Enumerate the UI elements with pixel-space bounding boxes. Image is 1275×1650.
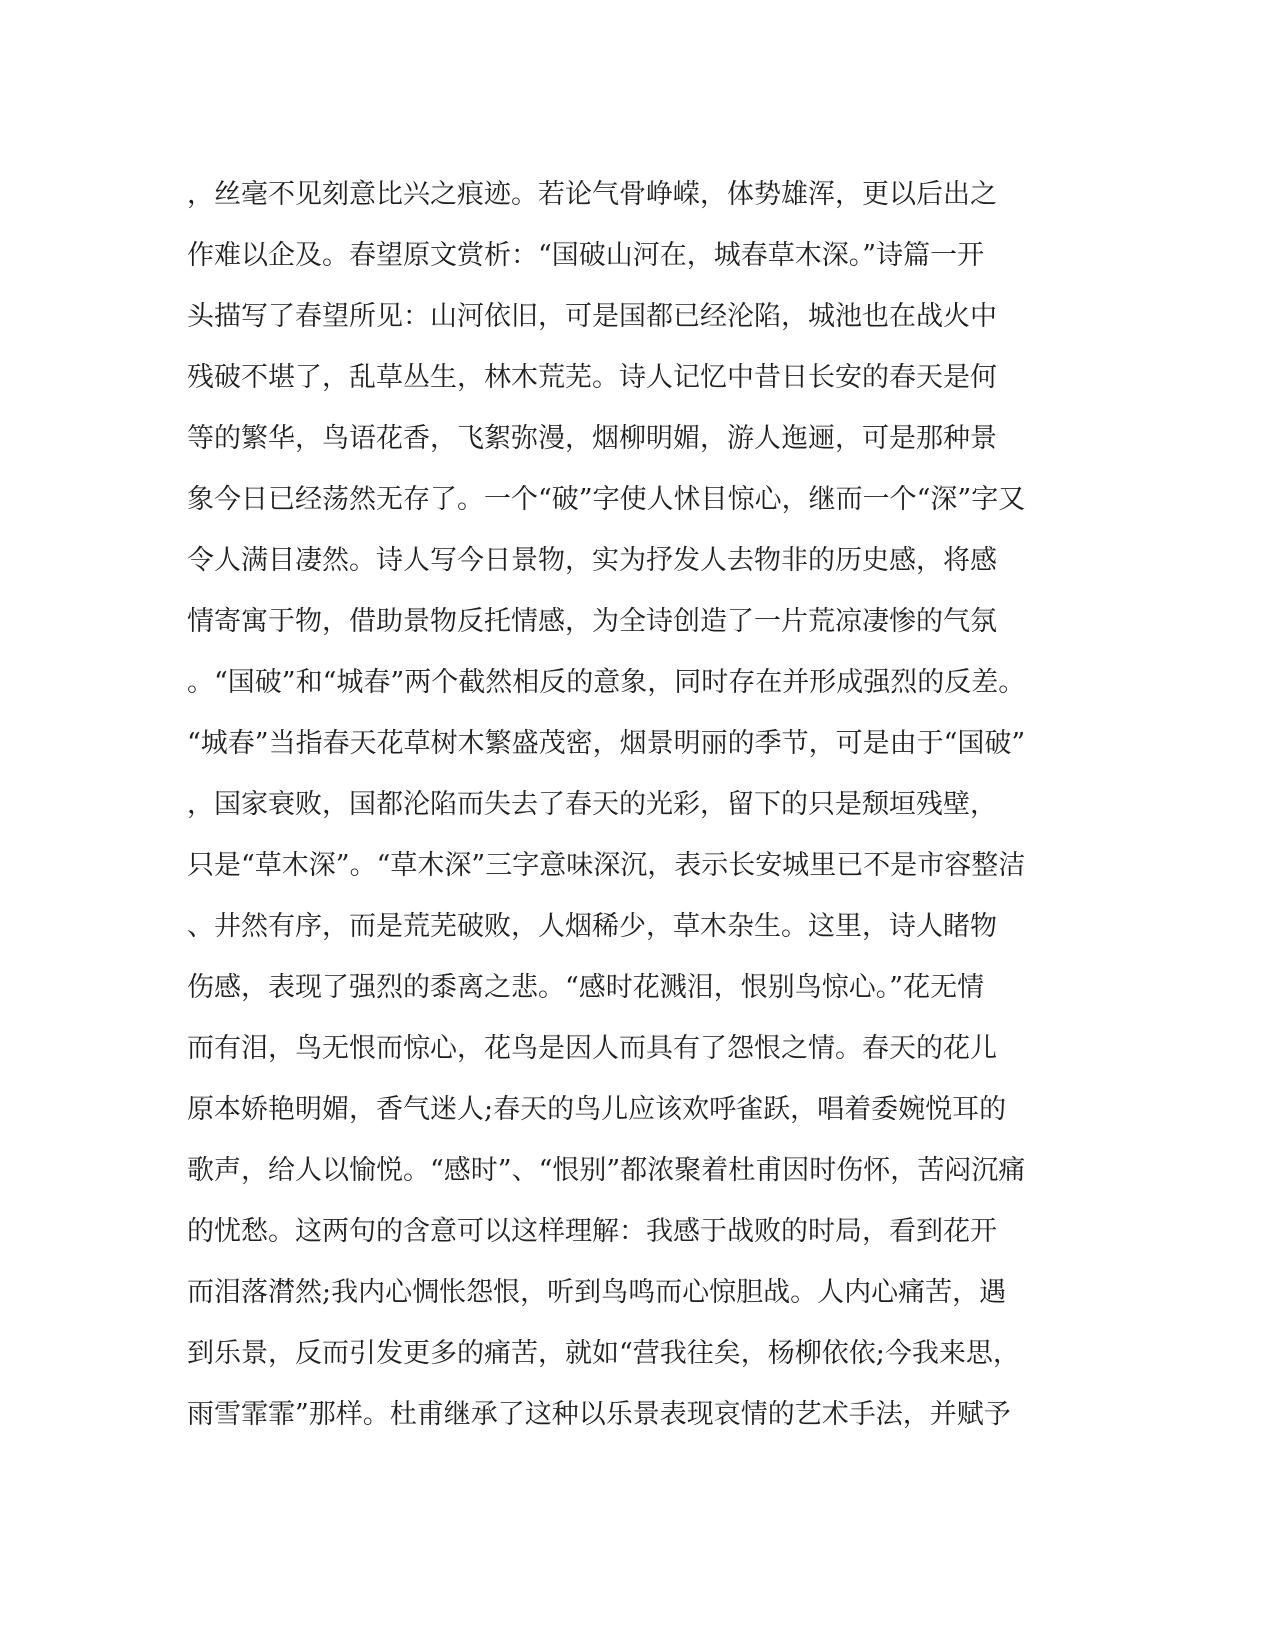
text-line: 的忧愁。这两句的含意可以这样理解：我感于战败的时局，看到花开 bbox=[187, 1216, 997, 1247]
text-line: “城春”当指春天花草树木繁盛茂密，烟景明丽的季节，可是由于“国破” bbox=[187, 728, 1026, 759]
text-line: 到乐景，反而引发更多的痛苦，就如“营我往矣，杨柳依依;今我来思， bbox=[187, 1338, 1020, 1369]
text-line: 等的繁华，鸟语花香，飞絮弥漫，烟柳明媚，游人迤逦，可是那种景 bbox=[187, 423, 997, 454]
text-line: 头描写了春望所见：山河依旧，可是国都已经沦陷，城池也在战火中 bbox=[187, 301, 997, 332]
text-line: 只是“草木深”。“草木深”三字意味深沉，表示长安城里已不是市容整洁 bbox=[187, 850, 1026, 881]
text-line: ，国家衰败，国都沦陷而失去了春天的光彩，留下的只是颓垣残壁， bbox=[187, 789, 997, 820]
text-line: 原本娇艳明媚，香气迷人;春天的鸟儿应该欢呼雀跃，唱着委婉悦耳的 bbox=[187, 1094, 1007, 1125]
text-line: ，丝毫不见刻意比兴之痕迹。若论气骨峥嵘，体势雄浑，更以后出之 bbox=[187, 179, 997, 210]
body-text bbox=[187, 164, 1087, 1445]
text-line: 令人满目凄然。诗人写今日景物，实为抒发人去物非的历史感，将感 bbox=[187, 545, 997, 576]
text-line: 情寄寓于物，借助景物反托情感，为全诗创造了一片荒凉凄惨的气氛 bbox=[187, 606, 997, 637]
text-line: 、井然有序，而是荒芜破败，人烟稀少，草木杂生。这里，诗人睹物 bbox=[187, 911, 997, 942]
text-line: 象今日已经荡然无存了。一个“破”字使人怵目惊心，继而一个“深”字又 bbox=[187, 484, 1026, 515]
text-line: 伤感，表现了强烈的黍离之悲。“感时花溅泪，恨别鸟惊心。”花无情 bbox=[187, 972, 985, 1003]
text-line: 雨雪霏霏”那样。杜甫继承了这种以乐景表现哀情的艺术手法，并赋予 bbox=[187, 1399, 1011, 1430]
text-line: 歌声，给人以愉悦。“感时”、“恨别”都浓聚着杜甫因时伤怀，苦闷沉痛 bbox=[187, 1155, 1026, 1186]
text-line: 作难以企及。春望原文赏析：“国破山河在，城春草木深。”诗篇一开 bbox=[187, 240, 985, 271]
text-line: 残破不堪了，乱草丛生，林木荒芜。诗人记忆中昔日长安的春天是何 bbox=[187, 362, 997, 393]
text-line: 。“国破”和“城春”两个截然相反的意象，同时存在并形成强烈的反差。 bbox=[187, 667, 1026, 698]
text-line: 而有泪，鸟无恨而惊心，花鸟是因人而具有了怨恨之情。春天的花儿 bbox=[187, 1033, 997, 1064]
text-line: 而泪落潸然;我内心惆怅怨恨，听到鸟鸣而心惊胆战。人内心痛苦，遇 bbox=[187, 1277, 1007, 1308]
